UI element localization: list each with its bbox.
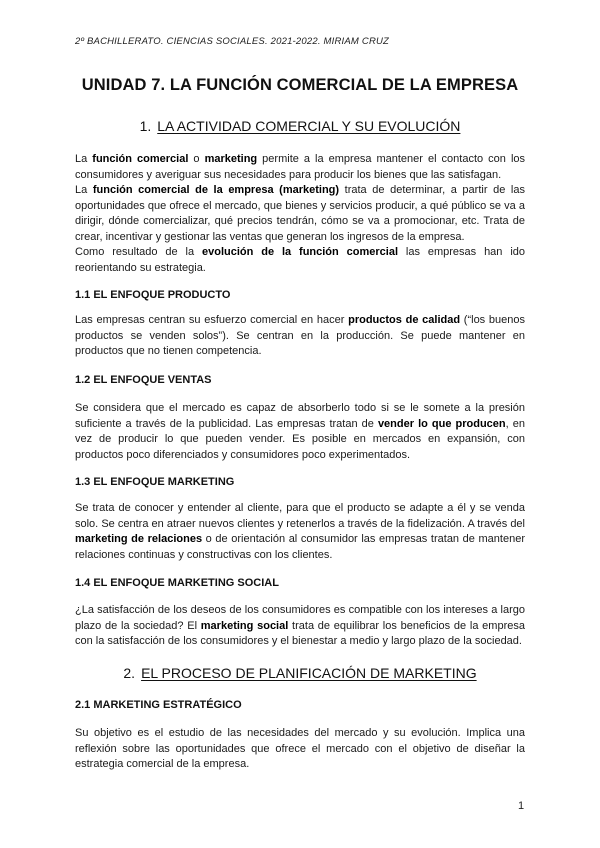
page-number: 1 bbox=[518, 800, 525, 812]
section-1-number: 1. bbox=[139, 118, 152, 134]
subsection-1-3-heading: 1.3 EL ENFOQUE MARKETING bbox=[75, 476, 235, 488]
subsection-1-1-text: Las empresas centran su esfuerzo comercial en hacer productos de calidad (“los buenos productos se venden solos”). Se centran en la producción. Se puede mantener en productos que no tienen competencia. bbox=[75, 314, 525, 357]
page-header: 2º BACHILLERATO. CIENCIAS SOCIALES. 2021-2022. MIRIAM CRUZ bbox=[75, 36, 390, 47]
subsection-1-4-text: ¿La satisfacción de los deseos de los consumidores es compatible con los intereses a largo plazo de la sociedad? El marketing social trata de equilibrar los beneficios de la empresa con la satisfacción de los consumidores y el bienestar a medio y largo plazo de la sociedad. bbox=[75, 604, 525, 647]
subsection-1-4-heading: 1.4 EL ENFOQUE MARKETING SOCIAL bbox=[75, 577, 279, 589]
term-evolucion: evolución de la función comercial bbox=[201, 246, 399, 258]
subsection-1-3-text: Se trata de conocer y entender al cliente, para que el producto se adapte a él y se venda solo. Se centra en atraer nuevos clientes y retenerlos a través de la fidelización. A través del marketing de relaciones o de orientación al consumidor las empresas tratan de mantener relaciones continuas y constructivas con los clientes. bbox=[75, 502, 525, 561]
term-funcion-comercial-empresa: función comercial de la empresa (marketing) bbox=[92, 184, 340, 196]
term-marketing: marketing bbox=[204, 153, 258, 165]
subsection-1-1-heading: 1.1 EL ENFOQUE PRODUCTO bbox=[75, 289, 231, 301]
section-1-heading bbox=[0, 118, 600, 134]
section-2-number: 2. bbox=[123, 665, 136, 681]
page-title: UNIDAD 7. LA FUNCIÓN COMERCIAL DE LA EMPRESA bbox=[81, 76, 519, 94]
section-2-heading bbox=[0, 665, 600, 681]
subsection-2-1-heading: 2.1 MARKETING ESTRATÉGICO bbox=[75, 699, 242, 711]
subsection-1-2-text: Se considera que el mercado es capaz de absorberlo todo si se le somete a la presión suficiente a través de la publicidad. Las empresas tratan de vender lo que producen, en vez de producir lo que pueden vender. Es posible en mercados en expansión, con productos poco diferenciados y consumidores poco experimentados. bbox=[75, 402, 525, 461]
section-1-title: LA ACTIVIDAD COMERCIAL Y SU EVOLUCIÓN bbox=[157, 118, 461, 134]
section-2-title: EL PROCESO DE PLANIFICACIÓN DE MARKETING bbox=[141, 665, 477, 681]
intro-paragraph: La función comercial o marketing permite a la empresa mantener el contacto con los consumidores y averiguar sus necesidades para producir los bienes que las satisfagan. La función comercial de la empresa (marketing) trata de determinar, a partir de las oportunidades que ofrece el mercado, que bienes y servicios producir, a qué público se va a dirigir, dónde comercializar, qué precios tendrán, cómo se va a promocionar, etc. Trata de crear, incentivar y gestionar las ventas que generan los ingresos de la empresa. Como resultado de la evolución de la función comercial las empresas han ido reorientando su estrategia. bbox=[75, 153, 526, 274]
subsection-2-1-text: Su objetivo es el estudio de las necesidades del mercado y su evolución. Implica una reflexión sobre las oportunidades que ofrece el mercado con el objetivo de diseñar la estrategia comercial de la empresa. bbox=[75, 727, 525, 770]
term-funcion-comercial: función comercial bbox=[92, 153, 189, 165]
subsection-1-2-heading: 1.2 EL ENFOQUE VENTAS bbox=[75, 374, 212, 386]
